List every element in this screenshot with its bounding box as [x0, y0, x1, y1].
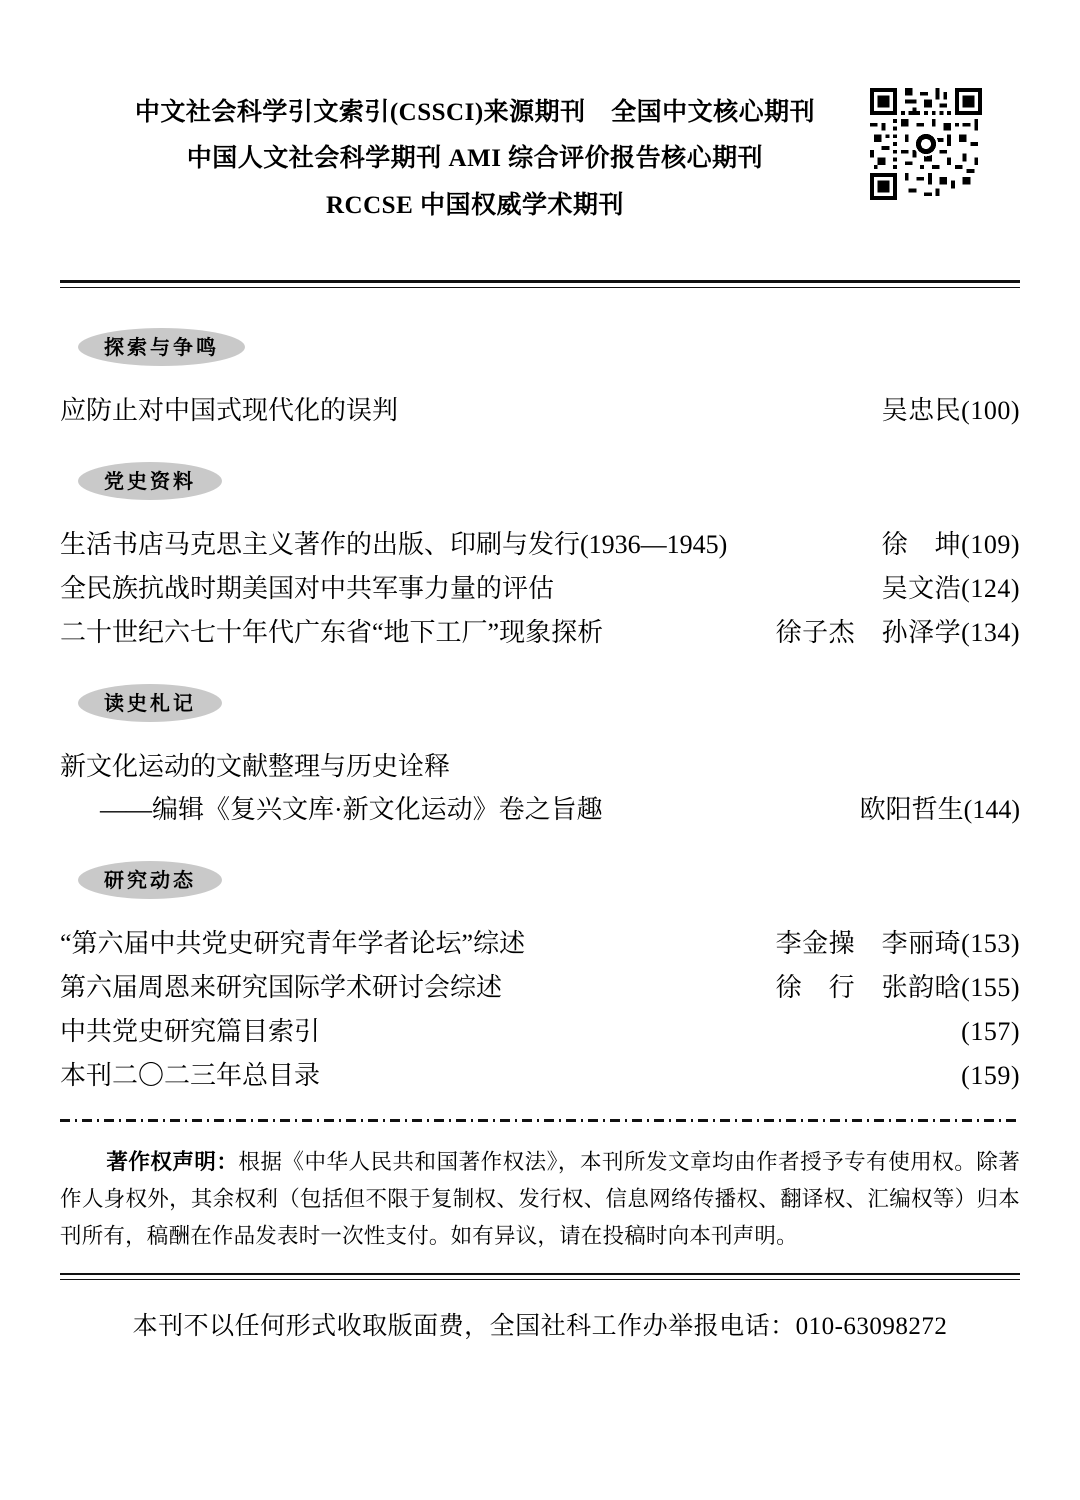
section-label: 研究动态: [78, 861, 222, 899]
toc-entry-subtitle[interactable]: [60, 789, 1020, 831]
header-line-1: 中文社会科学引文索引(CSSCI)来源期刊 全国中文核心期刊: [134, 99, 816, 126]
toc-entry[interactable]: [60, 612, 1020, 654]
entry-authors-page: 欧阳哲生(144): [859, 794, 1020, 824]
page-header: [60, 0, 1020, 250]
section-dangshi-ziliao: [60, 462, 1020, 654]
toc-entry[interactable]: [60, 390, 1020, 432]
entry-authors-page: 徐子杰 孙泽学(134): [775, 618, 1020, 648]
entry-title: 本刊二〇二三年总目录: [60, 1060, 321, 1090]
entry-title: 生活书店马克思主义著作的出版、印刷与发行(1936—1945): [60, 530, 728, 560]
section-label: 读史札记: [78, 684, 222, 722]
notice-divider: [60, 1119, 1020, 1122]
entry-title: 第六届周恩来研究国际学术研讨会综述: [60, 972, 503, 1002]
entry-title: 全民族抗战时期美国对中共军事力量的评估: [60, 574, 555, 604]
entry-authors-page: 李金操 李丽琦(153): [775, 928, 1020, 958]
entry-list: [60, 524, 1020, 654]
entry-subtitle: ——编辑《复兴文库·新文化运动》卷之旨趣: [100, 794, 603, 824]
copyright-notice: [60, 1144, 1020, 1255]
entry-authors-page: 吴文浩(124): [881, 574, 1020, 604]
section-tansuo-yu-zhengming: [60, 328, 1020, 432]
entry-title: 二十世纪六七十年代广东省“地下工厂”现象探析: [60, 618, 604, 648]
qr-code-icon[interactable]: [870, 88, 982, 200]
header-line-2: 中国人文社会科学期刊 AMI 综合评价报告核心期刊: [186, 145, 764, 173]
toc-entry[interactable]: [60, 1011, 1020, 1053]
entry-authors-page: 吴忠民(100): [881, 396, 1020, 425]
entry-list: [60, 746, 1020, 830]
toc-entry[interactable]: [60, 1055, 1020, 1097]
entry-authors-page: 徐 行 张韵晗(155): [775, 972, 1020, 1002]
footer-note: 本刊不以任何形式收取版面费，全国社科工作办举报电话：010-63098272: [132, 1313, 948, 1340]
notice-heading: 著作权声明：: [106, 1150, 239, 1175]
toc-entry[interactable]: [60, 568, 1020, 610]
notice-body: 根据《中华人民共和国著作权法》，本刊所发文章均由作者授予专有使用权。除著作人身权外，其余权利（包括但不限于复制权、发行权、信息网络传播权、翻译权、汇编权等）归本刊所有，稿酬在作品发表时一次性支付。如有异议，请在投稿时向本刊声明。: [60, 1150, 1020, 1249]
entry-authors-page: (157): [961, 1016, 1020, 1046]
footer-divider: [60, 1273, 1020, 1280]
entry-title: “第六届中共党史研究青年学者论坛”综述: [60, 928, 526, 958]
header-line-3: RCCSE 中国权威学术期刊: [326, 191, 624, 219]
entry-list: [60, 923, 1020, 1097]
section-dushi-zhaji: [60, 684, 1020, 830]
section-label: 探索与争鸣: [78, 328, 245, 366]
toc-entry[interactable]: [60, 746, 1020, 788]
toc-entry[interactable]: [60, 967, 1020, 1009]
entry-title: 应防止对中国式现代化的误判: [60, 396, 399, 425]
header-divider: [60, 280, 1020, 288]
entry-title: 新文化运动的文献整理与历史诠释: [60, 752, 451, 782]
entry-authors-page: (159): [961, 1060, 1020, 1090]
entry-list: [60, 390, 1020, 432]
entry-title: 中共党史研究篇目索引: [60, 1016, 321, 1046]
toc-entry[interactable]: [60, 524, 1020, 566]
section-yanjiu-dongtai: [60, 861, 1020, 1097]
entry-authors-page: 徐 坤(109): [881, 530, 1020, 560]
toc-entry[interactable]: [60, 923, 1020, 965]
section-label: 党史资料: [78, 462, 222, 500]
